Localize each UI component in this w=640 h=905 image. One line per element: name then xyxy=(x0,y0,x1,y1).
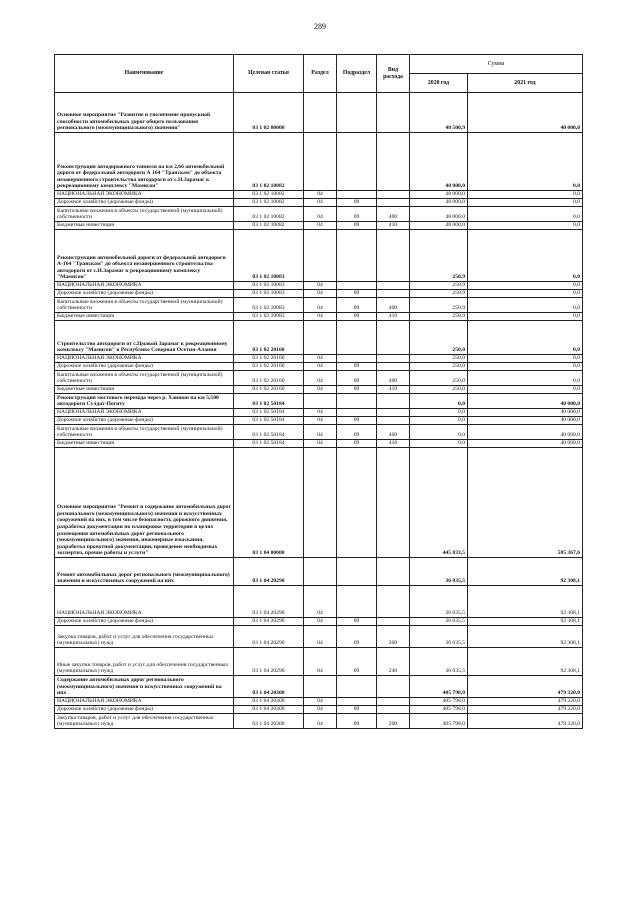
table-row xyxy=(55,618,583,626)
table-row xyxy=(55,448,583,558)
cell-2021: 0,0 xyxy=(468,371,583,386)
cell-section: 04 xyxy=(304,698,337,706)
cell-type xyxy=(377,706,410,714)
cell-name: Дорожное хозяйство (дорожные фонды) xyxy=(55,618,234,626)
cell-section: 04 xyxy=(304,648,337,676)
cell-subsection: 09 xyxy=(337,706,377,714)
cell-target: 03 1 02 10082 xyxy=(234,207,304,222)
cell-section: 04 xyxy=(304,191,337,199)
cell-section xyxy=(304,321,337,355)
cell-subsection: 09 xyxy=(337,363,377,371)
cell-2021: 0,0 xyxy=(468,321,583,355)
cell-subsection xyxy=(337,698,377,706)
cell-name: Бюджетные инвестиции xyxy=(55,386,234,394)
cell-type xyxy=(377,133,410,191)
cell-name: Содержание автомобильных дорог регионального (межмуниципального) значения и искусственных сооружений на них xyxy=(55,676,234,698)
table-row xyxy=(55,199,583,207)
cell-section: 04 xyxy=(304,222,337,230)
cell-section xyxy=(304,133,337,191)
cell-name: Бюджетные инвестиции xyxy=(55,440,234,448)
table-row xyxy=(55,706,583,714)
cell-type xyxy=(377,321,410,355)
cell-section xyxy=(304,558,337,586)
cell-2020: 250,9 xyxy=(410,298,468,313)
cell-2021: 0,0 xyxy=(468,199,583,207)
cell-2020: 445 833,5 xyxy=(410,448,468,558)
cell-2021: 0,0 xyxy=(468,290,583,298)
cell-subsection: 09 xyxy=(337,222,377,230)
cell-type xyxy=(377,230,410,282)
cell-2020: 250,9 xyxy=(410,290,468,298)
cell-target: 03 1 02 10083 xyxy=(234,290,304,298)
cell-subsection xyxy=(337,282,377,290)
cell-2020: 250,0 xyxy=(410,355,468,363)
cell-subsection xyxy=(337,448,377,558)
table-row xyxy=(55,290,583,298)
table-row xyxy=(55,586,583,618)
cell-type xyxy=(377,409,410,417)
cell-2020: 405 798,0 xyxy=(410,698,468,706)
cell-name: Закупка товаров, работ и услуг для обеспечения государственных (муниципальных) нужд xyxy=(55,714,234,729)
cell-type xyxy=(377,558,410,586)
cell-target: 03 1 02 10083 xyxy=(234,282,304,290)
cell-target: 03 1 04 20300 xyxy=(234,714,304,729)
cell-section: 04 xyxy=(304,313,337,321)
cell-target: 03 1 02 20160 xyxy=(234,321,304,355)
cell-name: Основное мероприятие "Ремонт и содержание автомобильных дорог регионального (межмуниципального) значения и искусственных сооружений на них, в том числе безопасность дорожного движения, разработка документации по планировке территории в целях размещения автомобильных дорог регионального (межмуниципального) значения, инженерные изыскания, разработка проектной документации, проведение необходимых экспертиз, прочие работы и услуги" xyxy=(55,448,234,558)
cell-name: Дорожное хозяйство (дорожные фонды) xyxy=(55,706,234,714)
cell-target: 03 1 04 00000 xyxy=(234,448,304,558)
table-row xyxy=(55,648,583,676)
cell-type xyxy=(377,282,410,290)
cell-name: Строительство автодороги от с.Цмакой Зарамаг к рекреационному комплексу "Мамисон" в Республике Северная Осетия-Алания xyxy=(55,321,234,355)
cell-2021: 40 000,0 xyxy=(468,425,583,440)
cell-name: Иные закупки товаров, работ и услуг для обеспечения государственных (муниципальных) нужд xyxy=(55,648,234,676)
cell-target: 03 1 02 20160 xyxy=(234,371,304,386)
cell-target: 03 1 02 10082 xyxy=(234,133,304,191)
cell-2020: 0,0 xyxy=(410,440,468,448)
cell-2021: 0,0 xyxy=(468,222,583,230)
cell-type xyxy=(377,394,410,409)
table-row xyxy=(55,191,583,199)
header-sum: Сумма xyxy=(410,55,583,74)
header-subsection: Подраздел xyxy=(337,55,377,93)
cell-2021: 40 000,0 xyxy=(468,440,583,448)
cell-target: 03 1 04 20290 xyxy=(234,586,304,618)
cell-subsection: 09 xyxy=(337,371,377,386)
cell-target: 03 1 02 00000 xyxy=(234,93,304,133)
cell-section xyxy=(304,394,337,409)
cell-name: НАЦИОНАЛЬНАЯ ЭКОНОМИКА xyxy=(55,586,234,618)
cell-2020: 250,0 xyxy=(410,371,468,386)
table-body xyxy=(55,93,583,729)
table-row xyxy=(55,363,583,371)
cell-2021: 0,0 xyxy=(468,133,583,191)
cell-2021: 40 000,0 xyxy=(468,93,583,133)
cell-2021: 0,0 xyxy=(468,207,583,222)
cell-target: 03 1 02 50184 xyxy=(234,440,304,448)
cell-subsection: 09 xyxy=(337,199,377,207)
cell-2021: 92 308,1 xyxy=(468,586,583,618)
table-row xyxy=(55,558,583,586)
cell-2021: 0,0 xyxy=(468,355,583,363)
table-row xyxy=(55,282,583,290)
cell-subsection xyxy=(337,191,377,199)
cell-2020: 48 000,0 xyxy=(410,222,468,230)
cell-name: Бюджетные инвестиции xyxy=(55,313,234,321)
cell-name: Капитальные вложения в объекты государственной (муниципальной) собственности xyxy=(55,207,234,222)
cell-name: Дорожное хозяйство (дорожные фонды) xyxy=(55,290,234,298)
cell-target: 03 1 02 10082 xyxy=(234,222,304,230)
cell-section: 04 xyxy=(304,371,337,386)
cell-subsection xyxy=(337,93,377,133)
cell-section: 04 xyxy=(304,298,337,313)
cell-2020: 405 798,0 xyxy=(410,706,468,714)
cell-2020: 48 000,0 xyxy=(410,207,468,222)
header-type: Вид расхода xyxy=(377,55,410,93)
cell-section: 04 xyxy=(304,417,337,425)
cell-target: 03 1 02 10083 xyxy=(234,230,304,282)
cell-2021: 479 320,0 xyxy=(468,698,583,706)
cell-2020: 36 035,5 xyxy=(410,648,468,676)
cell-target: 03 1 04 20300 xyxy=(234,706,304,714)
cell-2021: 585 367,6 xyxy=(468,448,583,558)
cell-2021: 0,0 xyxy=(468,298,583,313)
cell-type: 400 xyxy=(377,425,410,440)
cell-2021: 479 320,0 xyxy=(468,706,583,714)
cell-2020: 250,0 xyxy=(410,321,468,355)
cell-section: 04 xyxy=(304,199,337,207)
cell-2021: 92 308,1 xyxy=(468,618,583,626)
cell-name: Основное мероприятие "Развитие и увеличение пропускной способности автомобильных дорог общего пользования регионального (межмуниципального) значения" xyxy=(55,93,234,133)
cell-subsection xyxy=(337,558,377,586)
cell-target: 03 1 04 20300 xyxy=(234,698,304,706)
cell-name: НАЦИОНАЛЬНАЯ ЭКОНОМИКА xyxy=(55,191,234,199)
cell-target: 03 1 04 20290 xyxy=(234,626,304,648)
table-row xyxy=(55,230,583,282)
header-section: Раздел xyxy=(304,55,337,93)
cell-2020: 250,9 xyxy=(410,313,468,321)
cell-target: 03 1 04 20290 xyxy=(234,618,304,626)
cell-2020: 36 035,5 xyxy=(410,626,468,648)
cell-subsection xyxy=(337,394,377,409)
cell-target: 03 1 04 20290 xyxy=(234,648,304,676)
cell-section: 04 xyxy=(304,409,337,417)
cell-2021: 0,0 xyxy=(468,282,583,290)
cell-2020: 36 035,5 xyxy=(410,558,468,586)
cell-name: НАЦИОНАЛЬНАЯ ЭКОНОМИКА xyxy=(55,409,234,417)
cell-subsection: 09 xyxy=(337,425,377,440)
cell-type xyxy=(377,290,410,298)
table-row xyxy=(55,714,583,729)
cell-section xyxy=(304,448,337,558)
cell-subsection: 09 xyxy=(337,313,377,321)
cell-2021: 40 000,0 xyxy=(468,394,583,409)
cell-section: 04 xyxy=(304,714,337,729)
cell-type: 410 xyxy=(377,440,410,448)
cell-type xyxy=(377,448,410,558)
cell-type: 400 xyxy=(377,298,410,313)
cell-subsection xyxy=(337,133,377,191)
cell-subsection xyxy=(337,230,377,282)
cell-name: НАЦИОНАЛЬНАЯ ЭКОНОМИКА xyxy=(55,355,234,363)
cell-subsection: 09 xyxy=(337,386,377,394)
header-year-2020: 2020 год xyxy=(410,74,468,93)
cell-target: 03 1 02 10083 xyxy=(234,313,304,321)
cell-2021: 479 320,0 xyxy=(468,676,583,698)
cell-subsection: 09 xyxy=(337,618,377,626)
cell-section: 04 xyxy=(304,618,337,626)
table-row xyxy=(55,386,583,394)
cell-type: 400 xyxy=(377,207,410,222)
cell-type: 410 xyxy=(377,313,410,321)
cell-name: Ремонт автомобильных дорог регионального (межмуниципального) значения и искусственных сооружений на них xyxy=(55,558,234,586)
cell-2020: 250,0 xyxy=(410,386,468,394)
cell-target: 03 1 04 20290 xyxy=(234,558,304,586)
cell-subsection xyxy=(337,409,377,417)
cell-2020: 0,0 xyxy=(410,417,468,425)
table-row xyxy=(55,207,583,222)
cell-2021: 0,0 xyxy=(468,386,583,394)
cell-2020: 405 798,0 xyxy=(410,714,468,729)
cell-subsection: 09 xyxy=(337,207,377,222)
cell-target: 03 1 04 20300 xyxy=(234,676,304,698)
cell-subsection xyxy=(337,676,377,698)
cell-target: 03 1 02 10083 xyxy=(234,298,304,313)
table-row xyxy=(55,417,583,425)
cell-section: 04 xyxy=(304,440,337,448)
cell-2020: 0,0 xyxy=(410,409,468,417)
cell-section: 04 xyxy=(304,282,337,290)
table-row xyxy=(55,321,583,355)
cell-target: 03 1 02 20160 xyxy=(234,386,304,394)
cell-subsection: 09 xyxy=(337,290,377,298)
cell-2020: 405 798,0 xyxy=(410,676,468,698)
cell-section: 04 xyxy=(304,626,337,648)
cell-type xyxy=(377,618,410,626)
cell-name: Капитальные вложения в объекты государственной (муниципальной) собственности xyxy=(55,425,234,440)
cell-name: Капитальные вложения в объекты государственной (муниципальной) собственности xyxy=(55,298,234,313)
cell-2020: 48 000,0 xyxy=(410,133,468,191)
table-row xyxy=(55,93,583,133)
table-row xyxy=(55,698,583,706)
cell-name: Реконструкция автодорожного тоннеля на км 2,66 автомобильной дороги от федеральной автодороги А 164 "Транскам" до объекта незавершенного строительства автодороги от с.Н.Зарамаг к рекреационному комплексу "Мамисон" xyxy=(55,133,234,191)
cell-target: 03 1 02 50184 xyxy=(234,425,304,440)
cell-2021: 0,0 xyxy=(468,191,583,199)
cell-section: 04 xyxy=(304,425,337,440)
cell-target: 03 1 02 50184 xyxy=(234,417,304,425)
table-row xyxy=(55,133,583,191)
table-row xyxy=(55,298,583,313)
cell-section: 04 xyxy=(304,363,337,371)
cell-name: НАЦИОНАЛЬНАЯ ЭКОНОМИКА xyxy=(55,698,234,706)
cell-type xyxy=(377,417,410,425)
cell-name: Капитальные вложения в объекты государственной (муниципальной) собственности xyxy=(55,371,234,386)
header-name: Наименование xyxy=(55,55,234,93)
cell-section: 04 xyxy=(304,706,337,714)
cell-name: Дорожное хозяйство (дорожные фонды) xyxy=(55,417,234,425)
cell-type xyxy=(377,698,410,706)
cell-name: НАЦИОНАЛЬНАЯ ЭКОНОМИКА xyxy=(55,282,234,290)
table-row xyxy=(55,313,583,321)
cell-2020: 250,0 xyxy=(410,363,468,371)
table-row xyxy=(55,676,583,698)
cell-type xyxy=(377,199,410,207)
table-row xyxy=(55,626,583,648)
cell-2021: 40 000,0 xyxy=(468,409,583,417)
cell-type: 240 xyxy=(377,648,410,676)
cell-2021: 0,0 xyxy=(468,363,583,371)
cell-target: 03 1 02 10082 xyxy=(234,191,304,199)
cell-name: Дорожное хозяйство (дорожные фонды) xyxy=(55,363,234,371)
cell-2021: 479 320,0 xyxy=(468,714,583,729)
cell-2021: 40 000,0 xyxy=(468,417,583,425)
cell-2020: 48 000,0 xyxy=(410,191,468,199)
table-row xyxy=(55,355,583,363)
cell-section xyxy=(304,230,337,282)
cell-target: 03 1 02 50184 xyxy=(234,409,304,417)
cell-section: 04 xyxy=(304,207,337,222)
cell-name: Закупка товаров, работ и услуг для обеспечения государственных (муниципальных) нужд xyxy=(55,626,234,648)
cell-2021: 92 308,1 xyxy=(468,626,583,648)
cell-2020: 36 035,5 xyxy=(410,586,468,618)
cell-section: 04 xyxy=(304,355,337,363)
cell-type: 200 xyxy=(377,626,410,648)
cell-subsection: 09 xyxy=(337,298,377,313)
cell-section: 04 xyxy=(304,386,337,394)
cell-2020: 48 000,0 xyxy=(410,199,468,207)
table-row xyxy=(55,222,583,230)
cell-2020: 250,9 xyxy=(410,282,468,290)
cell-subsection: 09 xyxy=(337,714,377,729)
table-row xyxy=(55,409,583,417)
cell-target: 03 1 02 10082 xyxy=(234,199,304,207)
budget-table xyxy=(54,54,583,729)
cell-2020: 0,0 xyxy=(410,425,468,440)
cell-target: 03 1 02 50184 xyxy=(234,394,304,409)
cell-type xyxy=(377,676,410,698)
cell-target: 03 1 02 20160 xyxy=(234,363,304,371)
cell-type: 200 xyxy=(377,714,410,729)
cell-name: Дорожное хозяйство (дорожные фонды) xyxy=(55,199,234,207)
cell-name: Реконструкция автомобильной дороги от федеральной автодороги А-164 "Транскам" до объекта незавершенного строительства автодороги от с.Н.Зарамаг к рекреационному комплексу "Мамисон" xyxy=(55,230,234,282)
cell-2021: 0,0 xyxy=(468,313,583,321)
table-row xyxy=(55,440,583,448)
cell-2020: 36 035,5 xyxy=(410,618,468,626)
cell-section: 04 xyxy=(304,290,337,298)
page-number: 289 xyxy=(314,22,326,31)
cell-type: 410 xyxy=(377,386,410,394)
cell-type xyxy=(377,363,410,371)
cell-subsection xyxy=(337,355,377,363)
cell-subsection xyxy=(337,586,377,618)
cell-subsection: 09 xyxy=(337,626,377,648)
cell-subsection: 09 xyxy=(337,440,377,448)
table-row xyxy=(55,371,583,386)
cell-name: Реконструкция мостового перехода через р. Хаишон на км 5,500 автодороги Сулдат-Погиту xyxy=(55,394,234,409)
cell-subsection: 09 xyxy=(337,417,377,425)
cell-2020: 0,0 xyxy=(410,394,468,409)
header-target: Целевая статья xyxy=(234,55,304,93)
cell-type xyxy=(377,355,410,363)
table-row xyxy=(55,425,583,440)
cell-type: 400 xyxy=(377,371,410,386)
cell-2021: 92 308,1 xyxy=(468,558,583,586)
cell-2020: 48 500,9 xyxy=(410,93,468,133)
cell-2021: 92 308,1 xyxy=(468,648,583,676)
cell-subsection xyxy=(337,321,377,355)
cell-2021: 0,0 xyxy=(468,230,583,282)
cell-type xyxy=(377,191,410,199)
cell-section xyxy=(304,676,337,698)
cell-target: 03 1 02 20160 xyxy=(234,355,304,363)
cell-subsection: 09 xyxy=(337,648,377,676)
cell-section xyxy=(304,93,337,133)
cell-2020: 250,9 xyxy=(410,230,468,282)
header-year-2021: 2021 год xyxy=(468,74,583,93)
cell-type xyxy=(377,93,410,133)
table-row xyxy=(55,394,583,409)
cell-name: Бюджетные инвестиции xyxy=(55,222,234,230)
cell-type: 410 xyxy=(377,222,410,230)
cell-type xyxy=(377,586,410,618)
cell-section: 04 xyxy=(304,586,337,618)
